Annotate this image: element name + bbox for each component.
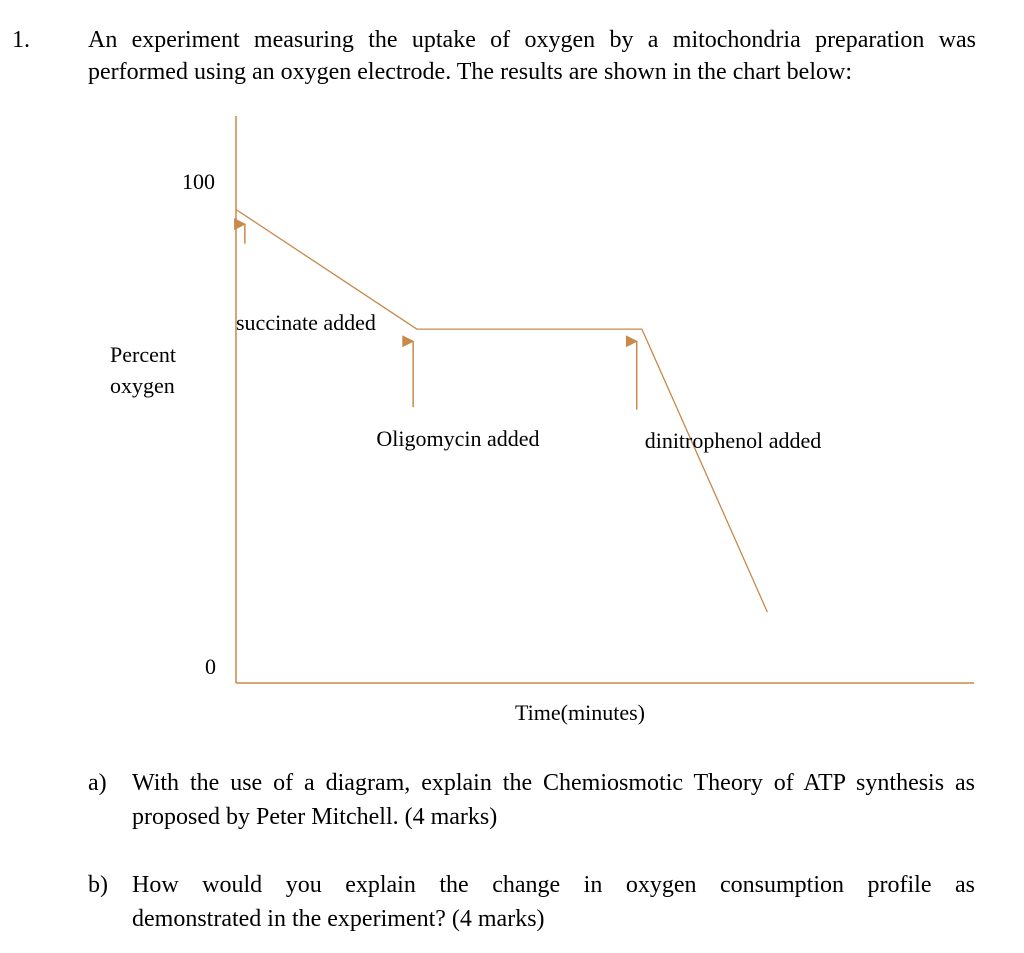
dinitrophenol-added-label: dinitrophenol added [644, 428, 822, 453]
x-axis-label: Time(minutes) [515, 700, 645, 725]
succinate-added-label: succinate added [236, 310, 376, 335]
part-a-line-2: proposed by Peter Mitchell. (4 marks) [132, 804, 498, 830]
intro-line-1: An experiment measuring the uptake of oxygen by a mitochondria preparation was [88, 27, 976, 53]
intro-line-2: performed using an oxygen electrode. The results are shown in the chart below: [88, 59, 852, 85]
oxygen-series-line [236, 210, 767, 613]
part-b-line-2: demonstrated in the experiment? (4 marks) [132, 906, 545, 932]
part-b-label: b) [88, 872, 108, 898]
y-axis-label-line-1: Percent [110, 342, 176, 367]
y-tick-label-100: 100 [182, 169, 215, 194]
oligomycin-added-label: Oligomycin added [376, 426, 540, 451]
y-axis-label-line-2: oxygen [110, 373, 175, 398]
y-tick-label-0: 0 [205, 654, 216, 679]
part-a-line-1: With the use of a diagram, explain the Chemiosmotic Theory of ATP synthesis as [132, 770, 975, 796]
part-b-line-1: How would you explain the change in oxygen consumption profile as [132, 872, 975, 898]
part-a-label: a) [88, 770, 107, 796]
question-number: 1. [12, 27, 30, 53]
